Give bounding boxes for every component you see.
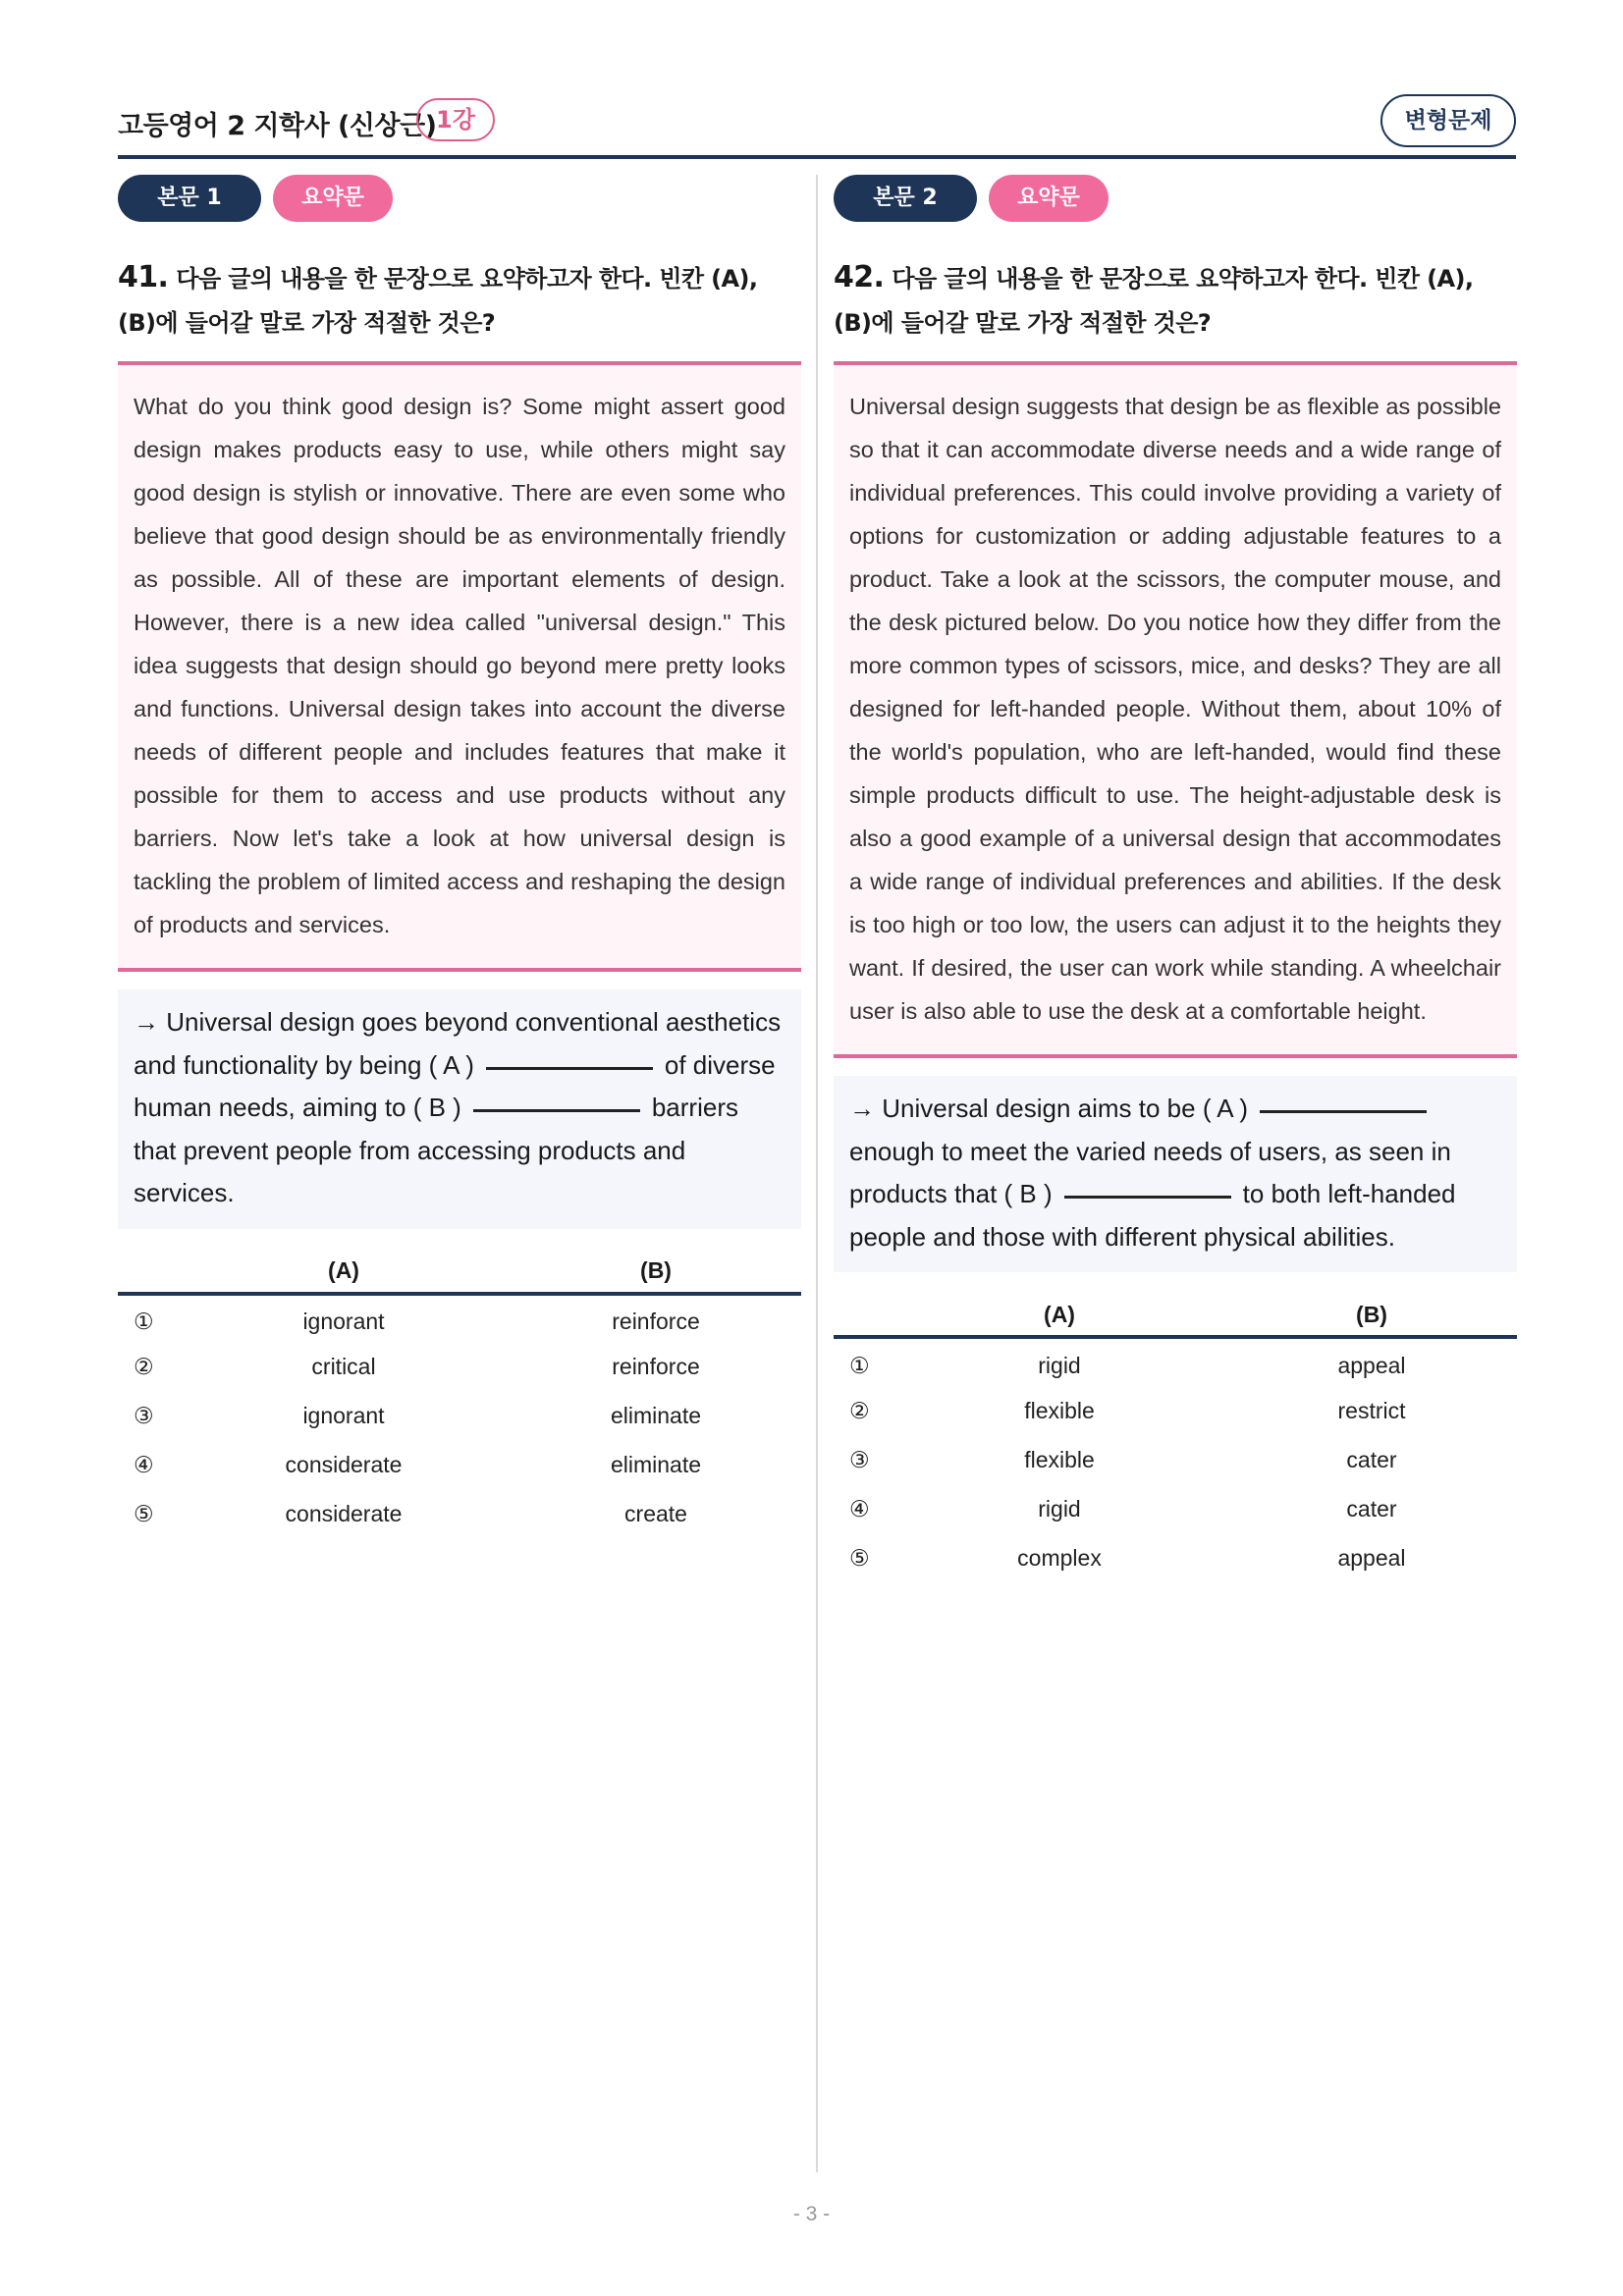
choice-number: ② — [849, 1397, 870, 1423]
choice-b: appeal — [1337, 1544, 1406, 1571]
choice-b: cater — [1346, 1446, 1397, 1472]
choice-number: ① — [134, 1308, 154, 1334]
choice-row[interactable] — [118, 1490, 801, 1539]
passage-text: What do you think good design is? Some might assert good design makes products easy to use, while others might say good design is stylish or innovative. There are even some who believe that good design should be as environmentally friendly as possible. All of these are important elements of design. However, there is a new idea called "universal design." This idea suggests that design should go beyond mere pretty looks and functions. Universal design takes into account the diverse needs of different people and includes features that make it possible for them to access and use products without any barriers. Now let's take a look at how universal design is tackling the problem of limited access and reshaping the design of products and services. — [118, 365, 801, 968]
choice-b: reinforce — [612, 1308, 700, 1334]
choice-number: ② — [134, 1354, 154, 1379]
choice-row[interactable] — [118, 1441, 801, 1490]
choice-row[interactable] — [834, 1337, 1517, 1386]
choice-b: eliminate — [610, 1452, 702, 1477]
passage-text: Universal design suggests that design be as flexible as possible so that it can accommodate diverse needs and a wide range of individual preferences. This could involve providing a variety of options for customization or adding adjustable features to a product. Take a look at the scissors, the computer mouse, and the desk pictured below. Do you notice how they differ from the more common types of scissors, mice, and desks? They are all designed for left-handed people. Without them, about 10% of the world's population, who are left-handed, would find these simple products difficult to use. The height-adjustable desk is also a good example of a universal design that accommodates a wide range of individual preferences and abilities. If the desk is too high or too low, the users can adjust it to the heights they want. If desired, the user can work while standing. A wheelchair user is also able to use the desk at a comfortable height. — [834, 365, 1517, 1054]
question-column-1 — [118, 175, 801, 1539]
column-header-b: (B) — [511, 1251, 801, 1294]
choice-a: considerate — [285, 1452, 403, 1477]
summary-tag: 요약문 — [273, 175, 393, 222]
choice-a: considerate — [285, 1501, 403, 1526]
choice-row[interactable] — [118, 1392, 801, 1441]
choice-a: flexible — [1024, 1446, 1095, 1472]
choice-row[interactable] — [834, 1435, 1517, 1484]
choice-b: create — [624, 1501, 687, 1526]
summary-part-1: → Universal design goes beyond conventional aesthetics and functionality by being ( A ) — [134, 1007, 782, 1080]
choice-number: ① — [849, 1352, 870, 1378]
choice-row[interactable] — [118, 1343, 801, 1392]
question-number: 42. — [834, 260, 885, 294]
summary-tag: 요약문 — [989, 175, 1109, 222]
page-number: - 3 - — [792, 2203, 831, 2225]
passage-tags — [834, 175, 1517, 222]
summary-part-3: barriers that prevent people from accessing products and services. — [134, 1093, 738, 1207]
choice-number: ④ — [849, 1495, 870, 1522]
book-title: 고등영어 2 지학사 (신상근) — [118, 111, 437, 141]
answer-choices-table — [834, 1294, 1517, 1582]
choice-row[interactable] — [834, 1533, 1517, 1582]
question-column-2 — [834, 175, 1517, 1582]
choice-row[interactable] — [834, 1386, 1517, 1435]
question-text: 다음 글의 내용을 한 문장으로 요약하고자 한다. 빈칸 (A), (B)에 들어갈 말로 가장 적절한 것은? — [834, 265, 1474, 337]
choice-b: eliminate — [610, 1403, 702, 1428]
choice-number: ④ — [134, 1452, 154, 1477]
choice-number: ⑤ — [134, 1501, 154, 1526]
page-header — [118, 94, 1516, 161]
passage-bottom-rule — [118, 968, 801, 972]
passage-bottom-rule — [834, 1054, 1517, 1058]
summary-part-2: enough to meet the varied needs of users, as seen in products that ( B ) — [849, 1136, 1451, 1208]
choice-number: ⑤ — [849, 1544, 870, 1571]
choice-a: ignorant — [302, 1308, 385, 1334]
blank-a — [486, 1058, 653, 1070]
question-prompt — [834, 255, 1517, 346]
summary-part-2: of diverse human needs, aiming to ( B ) — [134, 1049, 776, 1122]
blank-b — [473, 1100, 640, 1112]
question-text: 다음 글의 내용을 한 문장으로 요약하고자 한다. 빈칸 (A), (B)에 들어갈 말로 가장 적절한 것은? — [118, 265, 758, 337]
summary-box — [118, 989, 801, 1229]
header-divider — [118, 155, 1516, 159]
choice-b: reinforce — [612, 1354, 700, 1379]
summary-box — [834, 1076, 1517, 1272]
choice-a: complex — [1017, 1544, 1102, 1571]
choice-number: ③ — [134, 1403, 154, 1428]
choice-row[interactable] — [118, 1294, 801, 1343]
choice-b: restrict — [1337, 1397, 1406, 1423]
choice-a: rigid — [1038, 1495, 1081, 1522]
choice-row[interactable] — [834, 1484, 1517, 1533]
summary-part-3: to both left-handed people and those with different physical abilities. — [849, 1179, 1456, 1252]
choice-a: ignorant — [302, 1403, 385, 1428]
blank-a — [1260, 1101, 1427, 1113]
blank-b — [1064, 1187, 1231, 1199]
column-header-a: (A) — [177, 1251, 511, 1294]
question-prompt — [118, 255, 801, 346]
question-number: 41. — [118, 260, 169, 294]
column-divider — [816, 175, 818, 2172]
choice-a: flexible — [1024, 1397, 1095, 1423]
question-type-badge: 변형문제 — [1380, 94, 1516, 147]
answer-choices-table — [118, 1251, 801, 1539]
column-header-a: (A) — [893, 1294, 1226, 1337]
choice-a: rigid — [1038, 1352, 1081, 1378]
column-header-b: (B) — [1226, 1294, 1517, 1337]
choice-b: cater — [1346, 1495, 1397, 1522]
choice-a: critical — [311, 1354, 376, 1379]
passage-tags — [118, 175, 801, 222]
lesson-badge: 1강 — [416, 98, 495, 141]
passage-tag: 본문 1 — [118, 175, 261, 222]
choice-b: appeal — [1337, 1352, 1406, 1378]
summary-part-1: → Universal design aims to be ( A ) — [849, 1094, 1249, 1123]
passage-tag: 본문 2 — [834, 175, 977, 222]
choice-number: ③ — [849, 1446, 870, 1472]
